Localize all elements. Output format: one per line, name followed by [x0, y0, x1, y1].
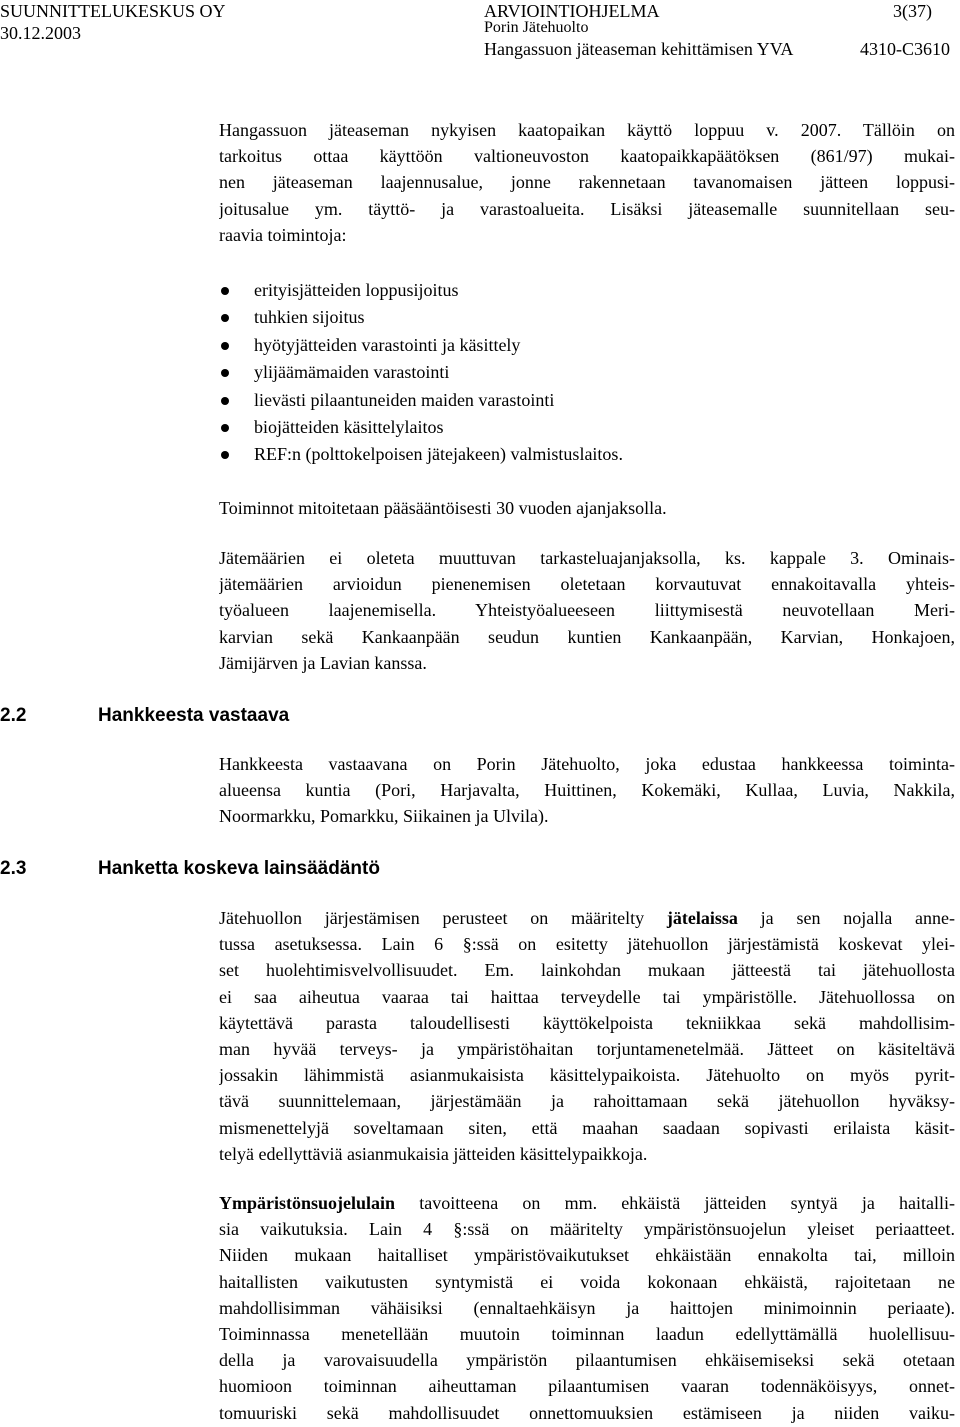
text-line: raavia toimintoja: — [219, 224, 347, 245]
text-line: karvian sekä Kankaanpään seudun kuntien Kankaanpään, Karvian, Honkajoen, — [219, 626, 955, 647]
text-line: alueensa kuntia (Pori, Harjavalta, Huittinen, Kokemäki, Kullaa, Luvia, Nakkila, — [219, 780, 955, 801]
text-line: man hyvää terveys- ja ympäristöhaitan torjuntamenetelmää. Jätteet on käsiteltävä — [219, 1038, 955, 1059]
text-run: Jätehuollon järjestämisen perusteet on määritelty — [219, 908, 667, 928]
section-title: Hankkeesta vastaava — [98, 705, 290, 726]
waste-law-paragraph — [219, 905, 955, 1167]
text-line: set huolehtimisvelvollisuudet. Em. lainkohdan mukaan jätteestä tai jätehuollosta — [219, 960, 955, 981]
text-line: della ja varovaisuudella ympäristön pilaantumisen ehkäisemiseksi sekä otetaan — [219, 1350, 955, 1371]
text-line: tussa asetuksessa. Lain 6 §:ssä on esitetty jätehuollon järjestämistä koskevat ylei- — [219, 934, 955, 955]
waste-amounts-paragraph — [219, 545, 955, 676]
text-line: Noormarkku, Pomarkku, Siikainen ja Ulvila). — [219, 806, 549, 827]
text-run: ja sen nojalla anne- — [737, 908, 955, 928]
header-page-number: 3(37) — [893, 1, 932, 21]
text-line: haitallisten vaikutusten syntymistä ei voida kokonaan ehkäistä, rajoitetaan ne — [219, 1271, 955, 1292]
text-line: sia vaikutuksia. Lain 4 §:ssä on määritelty ympäristönsuojelun yleiset periaatteet. — [219, 1219, 955, 1240]
list-item: ylijäämämaiden varastointi — [219, 359, 623, 386]
list-item: hyötyjätteiden varastointi ja käsittely — [219, 332, 623, 359]
text-line: huomioon toiminnan aiheuttaman pilaantumisen vaaran todennäköisyys, onnet- — [219, 1376, 955, 1397]
text-run: tavoitteena on mm. ehkäistä jätteiden syntyä ja haitalli- — [395, 1193, 955, 1213]
text-line: jätemäärien arvioidun pienenemisen oletetaan korvautuvat ennakoitavalla yhteis- — [219, 574, 955, 595]
text-line: Hankkeesta vastaavana on Porin Jätehuolto, joka edustaa hankkeessa toiminta- — [219, 754, 955, 774]
text-line: Toiminnassa menetellään muutoin toiminnan laadun edellyttämällä huolellisuu- — [219, 1323, 955, 1344]
activities-list — [219, 277, 623, 469]
text-line: tävä suunnittelemaan, järjestämään ja rahoittamaan sekä jätehuollon hyväksy- — [219, 1091, 955, 1112]
text-line: Toiminnot mitoitetaan pääsääntöisesti 30 vuoden ajanjaksolla. — [219, 498, 667, 518]
text-line — [219, 905, 955, 931]
list-item: tuhkien sijoitus — [219, 304, 623, 331]
list-item: erityisjätteiden loppusijoitus — [219, 277, 623, 304]
text-line: mahdollisimman vähäisiksi (ennaltaehkäisyn ja haittojen minimoinnin periaate). — [219, 1297, 955, 1318]
text-line: nen jäteaseman laajennusalue, jonne rakennetaan tavanomaisen jätteen loppusi- — [219, 172, 955, 193]
header-client: Porin Jätehuolto — [484, 19, 589, 36]
list-item: lievästi pilaantuneiden maiden varastointi — [219, 387, 623, 414]
header-doc-type: ARVIOINTIOHJELMA — [484, 1, 660, 21]
intro-paragraph — [219, 117, 955, 248]
header-org: SUUNNITTELUKESKUS OY — [0, 1, 226, 21]
text-line: käytettävä parasta taloudellisesti käyttökelpoista tekniikkaa sekä mahdollisim- — [219, 1012, 955, 1033]
env-law-paragraph — [219, 1190, 955, 1426]
section-number: 2.3 — [0, 858, 27, 879]
text-line: tomuuriski sekä mahdollisuudet onnettomuuksien estämiseen ja niiden vaiku- — [219, 1402, 955, 1423]
dimensioning-paragraph — [219, 495, 955, 521]
text-line — [219, 1190, 955, 1216]
text-line: mismenettelyjä soveltamaan siten, että maahan saadaan sopivasti erilaista käsit- — [219, 1117, 955, 1138]
header-code: 4310-C3610 — [860, 39, 950, 59]
section-number: 2.2 — [0, 705, 27, 726]
text-line: jossakin lähimmistä asianmukaisista käsittelypaikoista. Jätehuolto on myös pyrit- — [219, 1065, 955, 1086]
header-date: 30.12.2003 — [0, 23, 81, 43]
header-project: Hangassuon jäteaseman kehittämisen YVA — [484, 39, 794, 59]
text-line: telyä edellyttäviä asianmukaisia jätteiden käsittelypaikkoja. — [219, 1143, 648, 1164]
text-line: Jätemäärien ei oleteta muuttuvan tarkasteluajanjaksolla, ks. kappale 3. Ominais- — [219, 548, 955, 568]
section-heading-2-3 — [0, 857, 380, 881]
list-item: biojätteiden käsittelylaitos — [219, 414, 623, 441]
responsible-party-paragraph — [219, 751, 955, 830]
law-name-bold: Ympäristönsuojelulain — [219, 1193, 396, 1213]
list-item: REF:n (polttokelpoisen jätejakeen) valmistuslaitos. — [219, 441, 623, 468]
law-name-bold: jätelaissa — [666, 908, 738, 928]
section-title: Hanketta koskeva lainsäädäntö — [98, 858, 380, 879]
text-line: ei saa aiheutua vaaraa tai haittaa terveydelle tai ympäristölle. Jätehuollossa on — [219, 986, 955, 1007]
text-line: työalueen laajenemisella. Yhteistyöalueeseen liittymisestä neuvotellaan Meri- — [219, 600, 955, 621]
text-line: joitusalue ym. täyttö- ja varastoalueita. Lisäksi jäteasemalle suunnitellaan seu- — [219, 198, 955, 219]
section-heading-2-2 — [0, 704, 289, 728]
text-line: tarkoitus ottaa käyttöön valtioneuvoston kaatopaikkapäätöksen (861/97) mukai- — [219, 146, 955, 167]
text-line: Niiden mukaan haitalliset ympäristövaikutukset ehkäistään ennakolta tai, milloin — [219, 1245, 955, 1266]
text-line: Hangassuon jäteaseman nykyisen kaatopaikan käyttö loppuu v. 2007. Tällöin on — [219, 120, 955, 140]
text-line: Jämijärven ja Lavian kanssa. — [219, 652, 427, 673]
